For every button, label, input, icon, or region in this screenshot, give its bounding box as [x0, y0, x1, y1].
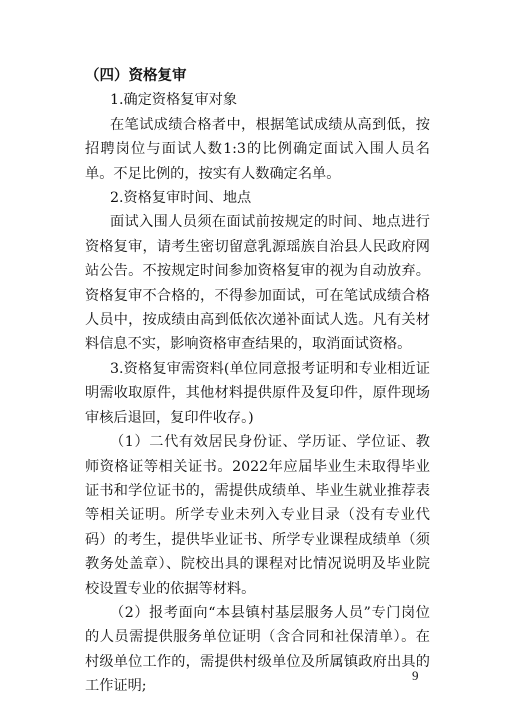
- subsection-body-1: 在笔试成绩合格者中，根据笔试成绩从高到低，按招聘岗位与面试人数1:3的比例确定面试入围人员名单。不足比例的，按实有人数确定名单。: [85, 116, 430, 182]
- section-heading: （四）资格复审: [85, 68, 187, 84]
- subsection-body-2: 面试入围人员须在面试前按规定的时间、地点进行资格复审，请考生密切留意乳源瑶族自治县人民政府网站公告。不按规定时间参加资格复审的视为自动放弃。资格复审不合格的，不得参加面试，可在笔试成绩合格人员中，按成绩由高到低依次递补面试人选。凡有关材料信息不实，影响资格审查结果的，取消面试资格。: [85, 214, 430, 353]
- list-item: （2）报考面向“本县镇村基层服务人员”专门岗位的人员需提供服务单位证明（含合同和社保清单）。在村级单位工作的，需提供村级单位及所属镇政府出具的工作证明;: [85, 604, 430, 695]
- subsection-title-2: 2.资格复审时间、地点: [110, 190, 252, 207]
- list-item: （1）二代有效居民身份证、学历证、学位证、教师资格证等相关证书。2022年应届毕业生未取得毕业证书和学位证书的，需提供成绩单、毕业生就业推荐表等相关证明。所学专业未列入专业目录（没有专业代码）的考生，提供毕业证书、所学专业课程成绩单（须教务处盖章）、院校出具的课程对比情况说明及毕业院校设置专业的依据等材料。: [85, 434, 430, 597]
- subsection-title-3: 3.资格复审需资料(单位同意报考证明和专业相近证明需收取原件，其他材料提供原件及复印件，原件现场审核后退回，复印件收存。): [85, 360, 430, 426]
- subsection-title-1: 1.确定资格复审对象: [110, 92, 238, 109]
- page-number: 9: [412, 668, 419, 683]
- document-body: [85, 64, 430, 699]
